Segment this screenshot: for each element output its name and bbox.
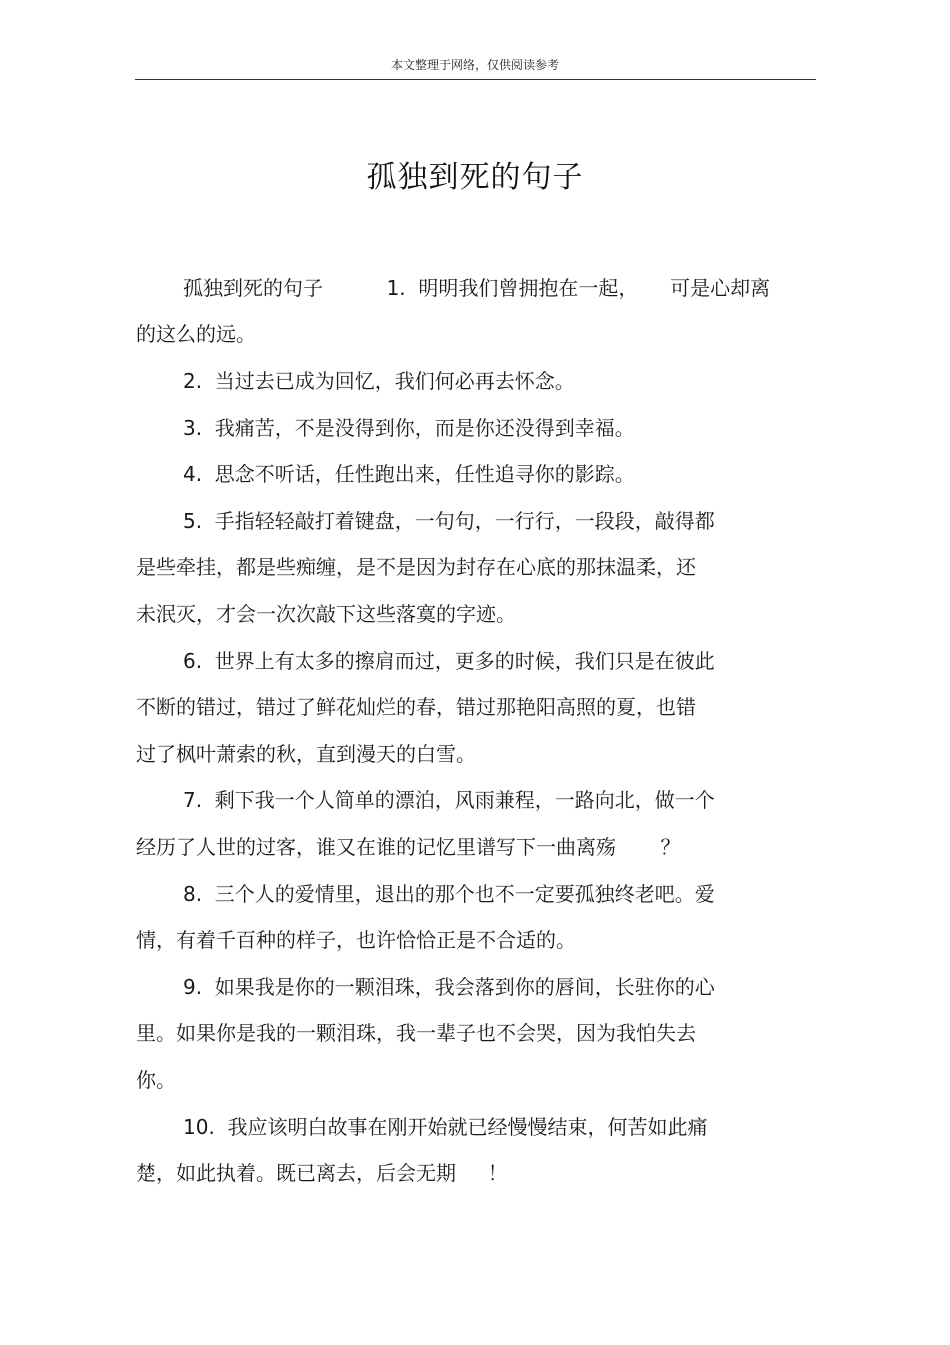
- text-line: 6. 世界上有太多的擦肩而过，更多的时候，我们只是在彼此: [183, 649, 715, 673]
- text-line: 你。: [136, 1068, 176, 1092]
- text-line: 10. 我应该明白故事在刚开始就已经慢慢结束，何苦如此痛: [183, 1115, 708, 1139]
- text-line: 楚，如此执着。既已离去，后会无期 ！: [136, 1161, 508, 1185]
- text-line: 里。如果你是我的一颗泪珠，我一辈子也不会哭，因为我怕失去: [136, 1021, 696, 1045]
- text-line: 不断的错过，错过了鲜花灿烂的春，错过那艳阳高照的夏，也错: [136, 695, 696, 719]
- header-divider: [135, 79, 816, 80]
- text-line: 未泯灭，才会一次次敲下这些落寞的字迹。: [136, 602, 516, 626]
- text-line: 的这么的远。: [136, 322, 256, 346]
- page-header-note: 本文整理于网络，仅供阅读参考: [390, 58, 559, 72]
- text-line: 是些牵挂，都是些痴缠，是不是因为封存在心底的那抹温柔，还: [136, 555, 696, 579]
- text-line: 5. 手指轻轻敲打着键盘，一句句，一行行，一段段，敲得都: [183, 509, 715, 533]
- text-line: 4. 思念不听话，任性跑出来，任性追寻你的影踪。: [183, 462, 635, 486]
- text-line: 经历了人世的过客，谁又在谁的记忆里谱写下一曲离殇 ？: [136, 835, 681, 859]
- document-title: 孤独到死的句子: [366, 160, 584, 195]
- text-line: 情，有着千百种的样子，也许恰恰正是不合适的。: [136, 928, 576, 952]
- text-line: 过了枫叶萧索的秋，直到漫天的白雪。: [136, 742, 476, 766]
- text-line: 2. 当过去已成为回忆，我们何必再去怀念。: [183, 369, 575, 393]
- text-line: 3. 我痛苦，不是没得到你，而是你还没得到幸福。: [183, 416, 635, 440]
- text-line: 8. 三个人的爱情里，退出的那个也不一定要孤独终老吧。爱: [183, 882, 715, 906]
- text-line: 孤独到死的句子 1. 明明我们曾拥抱在一起， 可是心却离: [183, 276, 771, 300]
- text-line: 7. 剩下我一个人简单的漂泊，风雨兼程，一路向北，做一个: [183, 788, 715, 812]
- text-line: 9. 如果我是你的一颗泪珠，我会落到你的唇间，长驻你的心: [183, 975, 715, 999]
